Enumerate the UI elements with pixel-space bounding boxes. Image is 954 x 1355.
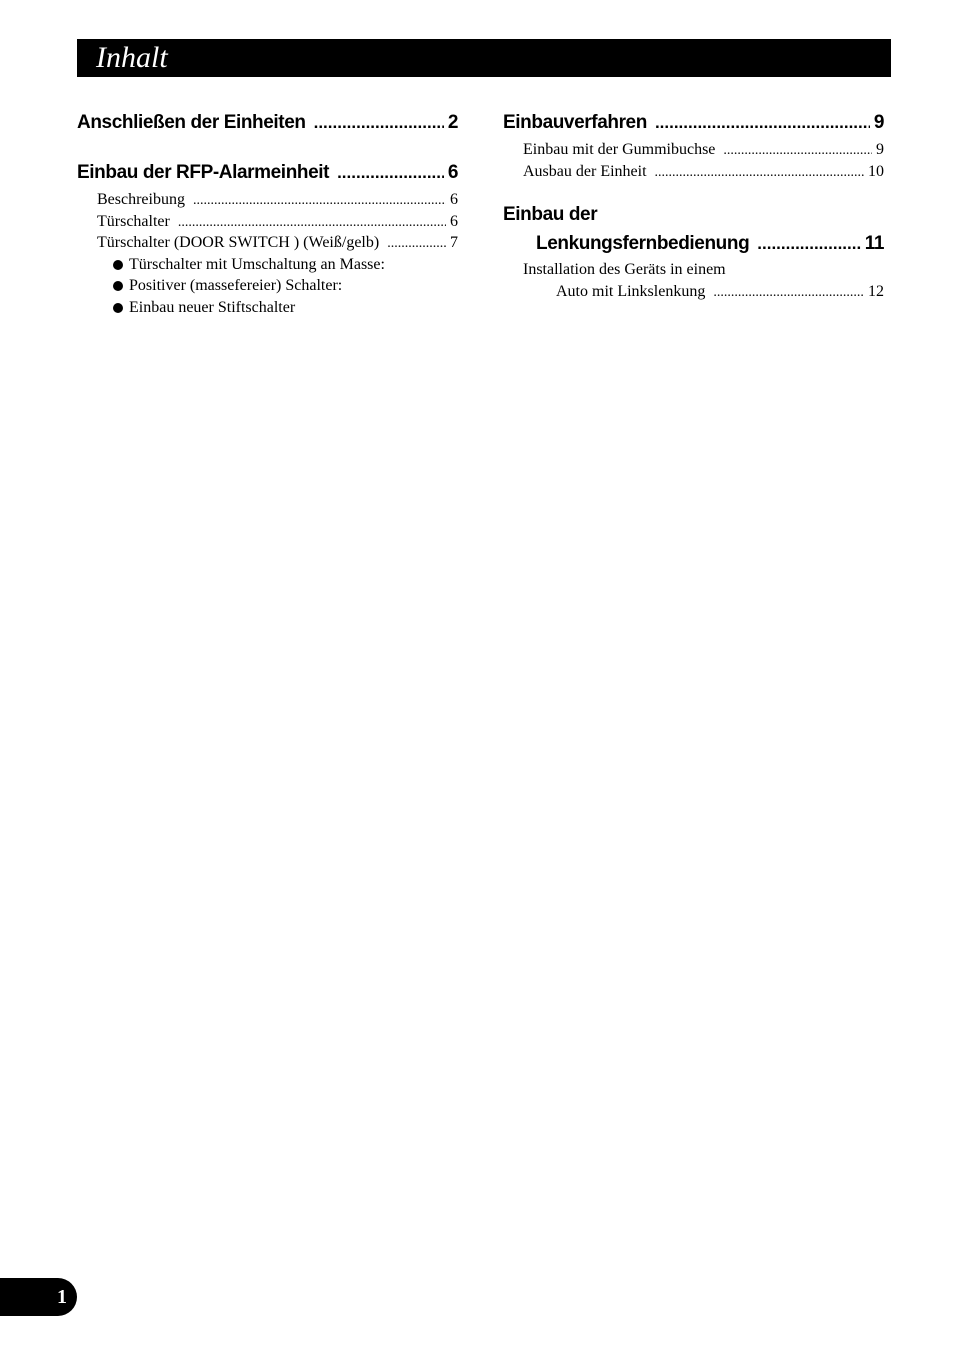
toc-entry-page: 6 [450, 191, 458, 208]
bullet-text: Einbau neuer Stiftschalter [129, 299, 296, 316]
page-title: Inhalt [96, 41, 168, 74]
toc-entry-page: 6 [450, 213, 458, 230]
toc-entry-lenkungsfernbedienung[interactable] [536, 233, 884, 255]
dot-leader [655, 113, 870, 133]
toc-entry-page: 7 [450, 234, 458, 251]
dot-leader [178, 215, 446, 231]
toc-entry-lenkung-line1[interactable]: Einbau der [503, 204, 598, 225]
toc-entry-label: Anschließen der Einheiten [77, 112, 306, 133]
toc-entry-label: Lenkungsfernbedienung [536, 233, 750, 254]
toc-entry-page: 11 [864, 233, 884, 254]
dot-leader [757, 234, 860, 254]
toc-entry-label: Türschalter (DOOR SWITCH ) (Weiß/gelb) [97, 234, 380, 251]
bullet-text: Türschalter mit Umschaltung an Masse: [129, 256, 385, 273]
toc-entry-page: 9 [873, 112, 884, 133]
toc-entry-label: Ausbau der Einheit [523, 163, 647, 180]
toc-entry-label: Einbauverfahren [503, 112, 647, 133]
toc-entry-einbau-rfp[interactable] [77, 162, 458, 184]
dot-leader [655, 165, 864, 181]
bullet-item [113, 256, 385, 274]
bullet-item [113, 277, 342, 295]
toc-entry-label: Auto mit Linkslenkung [556, 283, 706, 300]
dot-leader [387, 236, 446, 252]
toc-entry-anschliessen[interactable] [77, 112, 458, 134]
bullet-item [113, 299, 295, 317]
toc-entry-label: Beschreibung [97, 191, 185, 208]
toc-entry-page: 6 [447, 162, 458, 183]
toc-entry-page: 2 [447, 112, 458, 133]
dot-leader [723, 143, 872, 159]
dot-leader [314, 113, 444, 133]
bullet-icon [113, 281, 123, 291]
bullet-text: Positiver (massefereier) Schalter: [129, 277, 343, 294]
toc-subentry-gummibuchse[interactable] [523, 141, 884, 159]
toc-subentry-beschreibung[interactable] [97, 191, 458, 209]
dot-leader [337, 163, 444, 183]
toc-entry-page: 10 [868, 163, 884, 180]
dot-leader [193, 193, 446, 209]
toc-subentry-tuerschalter[interactable] [97, 213, 458, 231]
bullet-icon [113, 303, 123, 313]
toc-subentry-door-switch[interactable] [97, 234, 458, 252]
page-number-tab [0, 1278, 77, 1316]
toc-subentry-ausbau[interactable] [523, 163, 884, 181]
dot-leader [713, 285, 864, 301]
toc-entry-label: Einbau mit der Gummibuchse [523, 141, 716, 158]
toc-subentry-linkslenkung[interactable] [556, 283, 884, 301]
title-bar [77, 39, 891, 77]
toc-entry-einbauverfahren[interactable] [503, 112, 884, 134]
page-number: 1 [57, 1286, 67, 1308]
toc-entry-page: 9 [876, 141, 884, 158]
bullet-icon [113, 260, 123, 270]
toc-entry-page: 12 [868, 283, 884, 300]
toc-entry-label: Einbau der RFP-Alarmeinheit [77, 162, 330, 183]
toc-subentry-installation-line1[interactable]: Installation des Geräts in einem [523, 261, 726, 278]
toc-entry-label: Türschalter [97, 213, 170, 230]
